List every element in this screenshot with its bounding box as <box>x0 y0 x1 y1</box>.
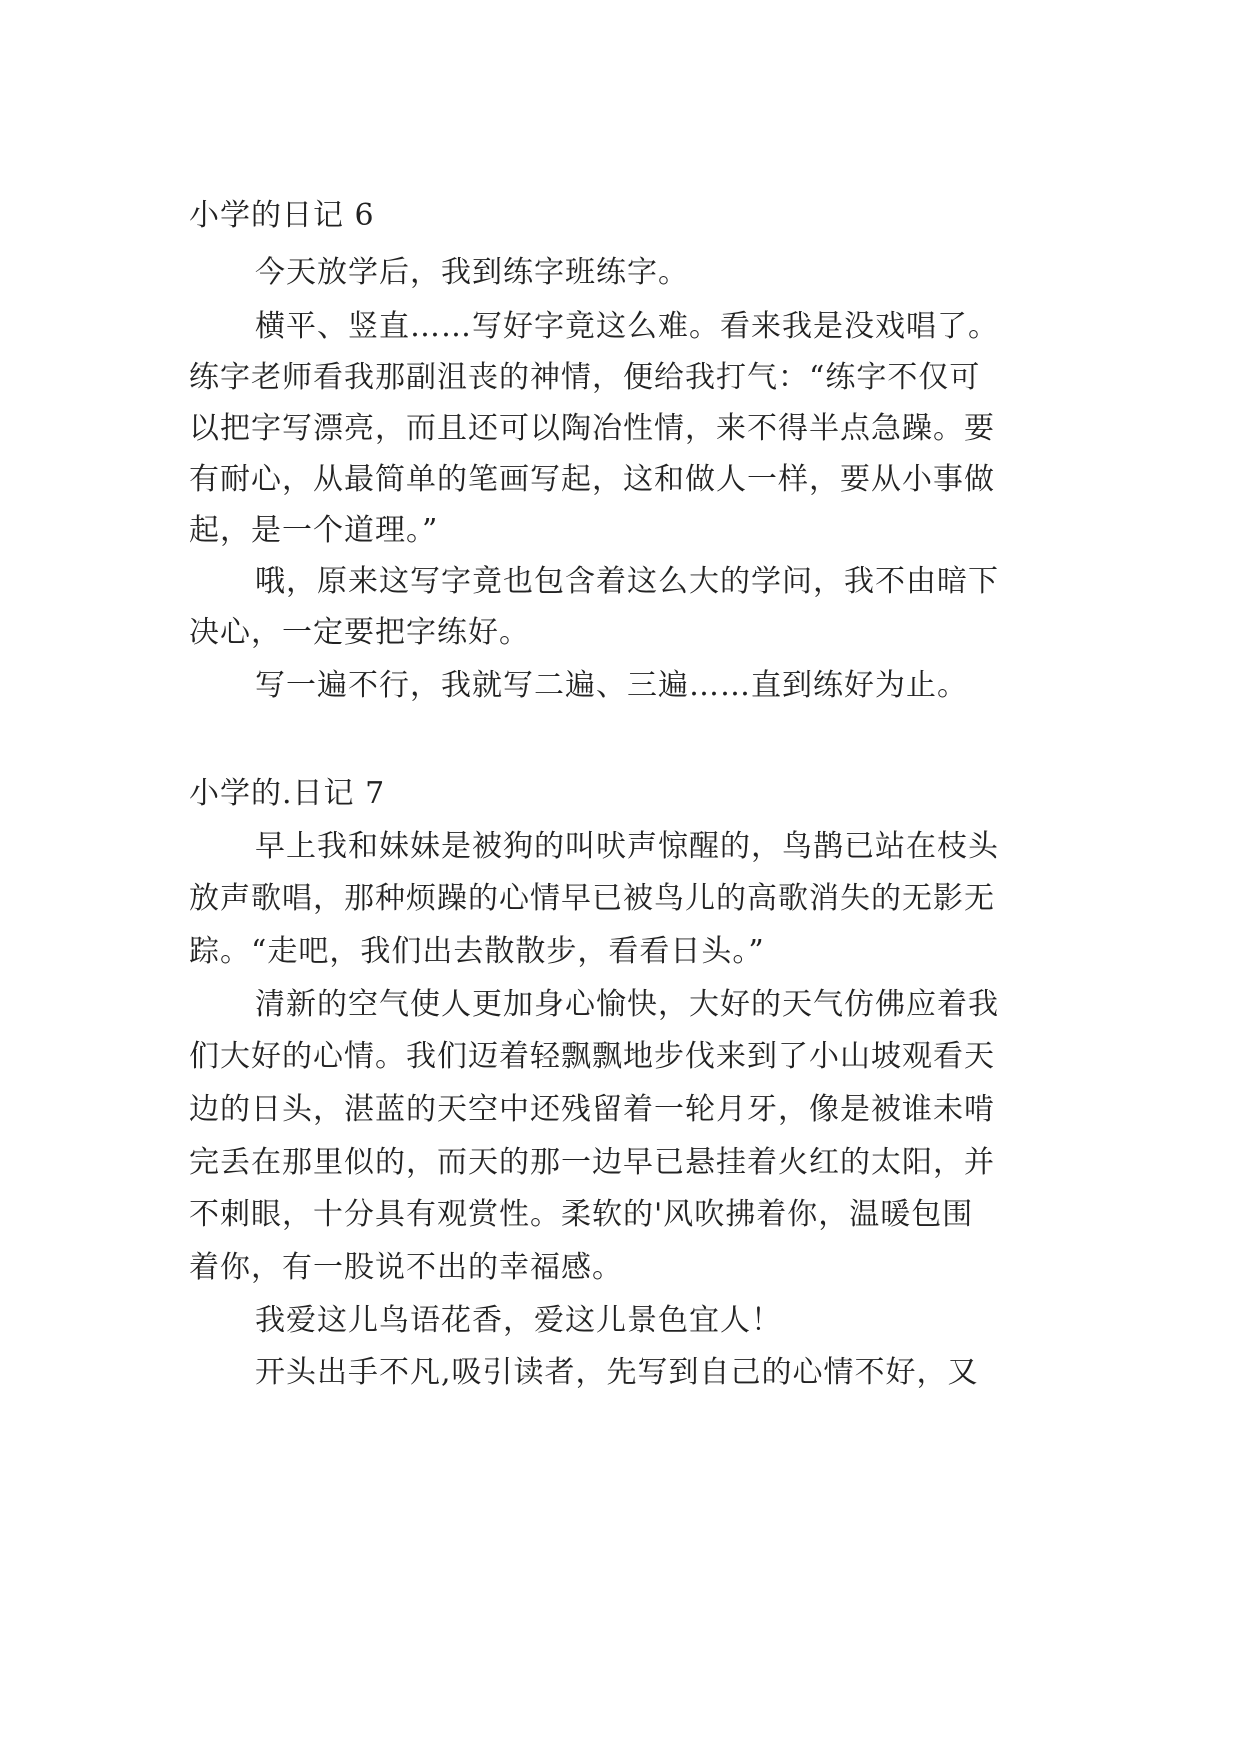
entry7-line: 不刺眼，十分具有观赏性。柔软的'风吹拂着你，温暖包围 <box>189 1197 974 1232</box>
entry7-line: 们大好的心情。我们迈着轻飘飘地步伐来到了小山坡观看天 <box>189 1039 995 1074</box>
entry7-line: 踪。“走吧，我们出去散散步，看看日头。” <box>189 934 765 969</box>
entry6-line: 有耐心，从最简单的笔画写起，这和做人一样，要从小事做 <box>189 462 995 497</box>
entry6-line: 写一遍不行，我就写二遍、三遍……直到练好为止。 <box>255 668 968 703</box>
entry7-line: 着你，有一股说不出的幸福感。 <box>189 1250 623 1285</box>
entry7-line: 边的日头，湛蓝的天空中还残留着一轮月牙，像是被谁未啃 <box>189 1092 995 1127</box>
entry7-line: 完丢在那里似的，而天的那一边早已悬挂着火红的太阳，并 <box>189 1145 995 1180</box>
entry6-line: 以把字写漂亮，而且还可以陶冶性情，来不得半点急躁。要 <box>189 411 995 446</box>
entry7-line: 放声歌唱，那种烦躁的心情早已被鸟儿的高歌消失的无影无 <box>189 881 995 916</box>
entry6-line: 决心，一定要把字练好。 <box>189 615 530 650</box>
entry7-line: 清新的空气使人更加身心愉快，大好的天气仿佛应着我 <box>255 987 999 1022</box>
entry7-title: 小学的.日记 7 <box>189 776 386 811</box>
entry7-line: 早上我和妹妹是被狗的叫吠声惊醒的，鸟鹊已站在枝头 <box>255 829 999 864</box>
entry7-line: 我爱这儿鸟语花香，爱这儿景色宜人！ <box>255 1303 782 1338</box>
entry6-title: 小学的日记 6 <box>189 198 375 233</box>
entry6-line: 起，是一个道理。” <box>189 513 439 548</box>
entry6-line: 今天放学后，我到练字班练字。 <box>255 255 689 290</box>
entry7-line: 开头出手不凡,吸引读者，先写到自己的心情不好，又 <box>255 1355 979 1390</box>
entry6-line: 横平、竖直……写好字竟这么难。看来我是没戏唱了。 <box>255 309 999 344</box>
entry6-line: 练字老师看我那副沮丧的神情，便给我打气：“练字不仅可 <box>189 360 981 395</box>
entry6-line: 哦，原来这写字竟也包含着这么大的学问，我不由暗下 <box>255 564 999 599</box>
